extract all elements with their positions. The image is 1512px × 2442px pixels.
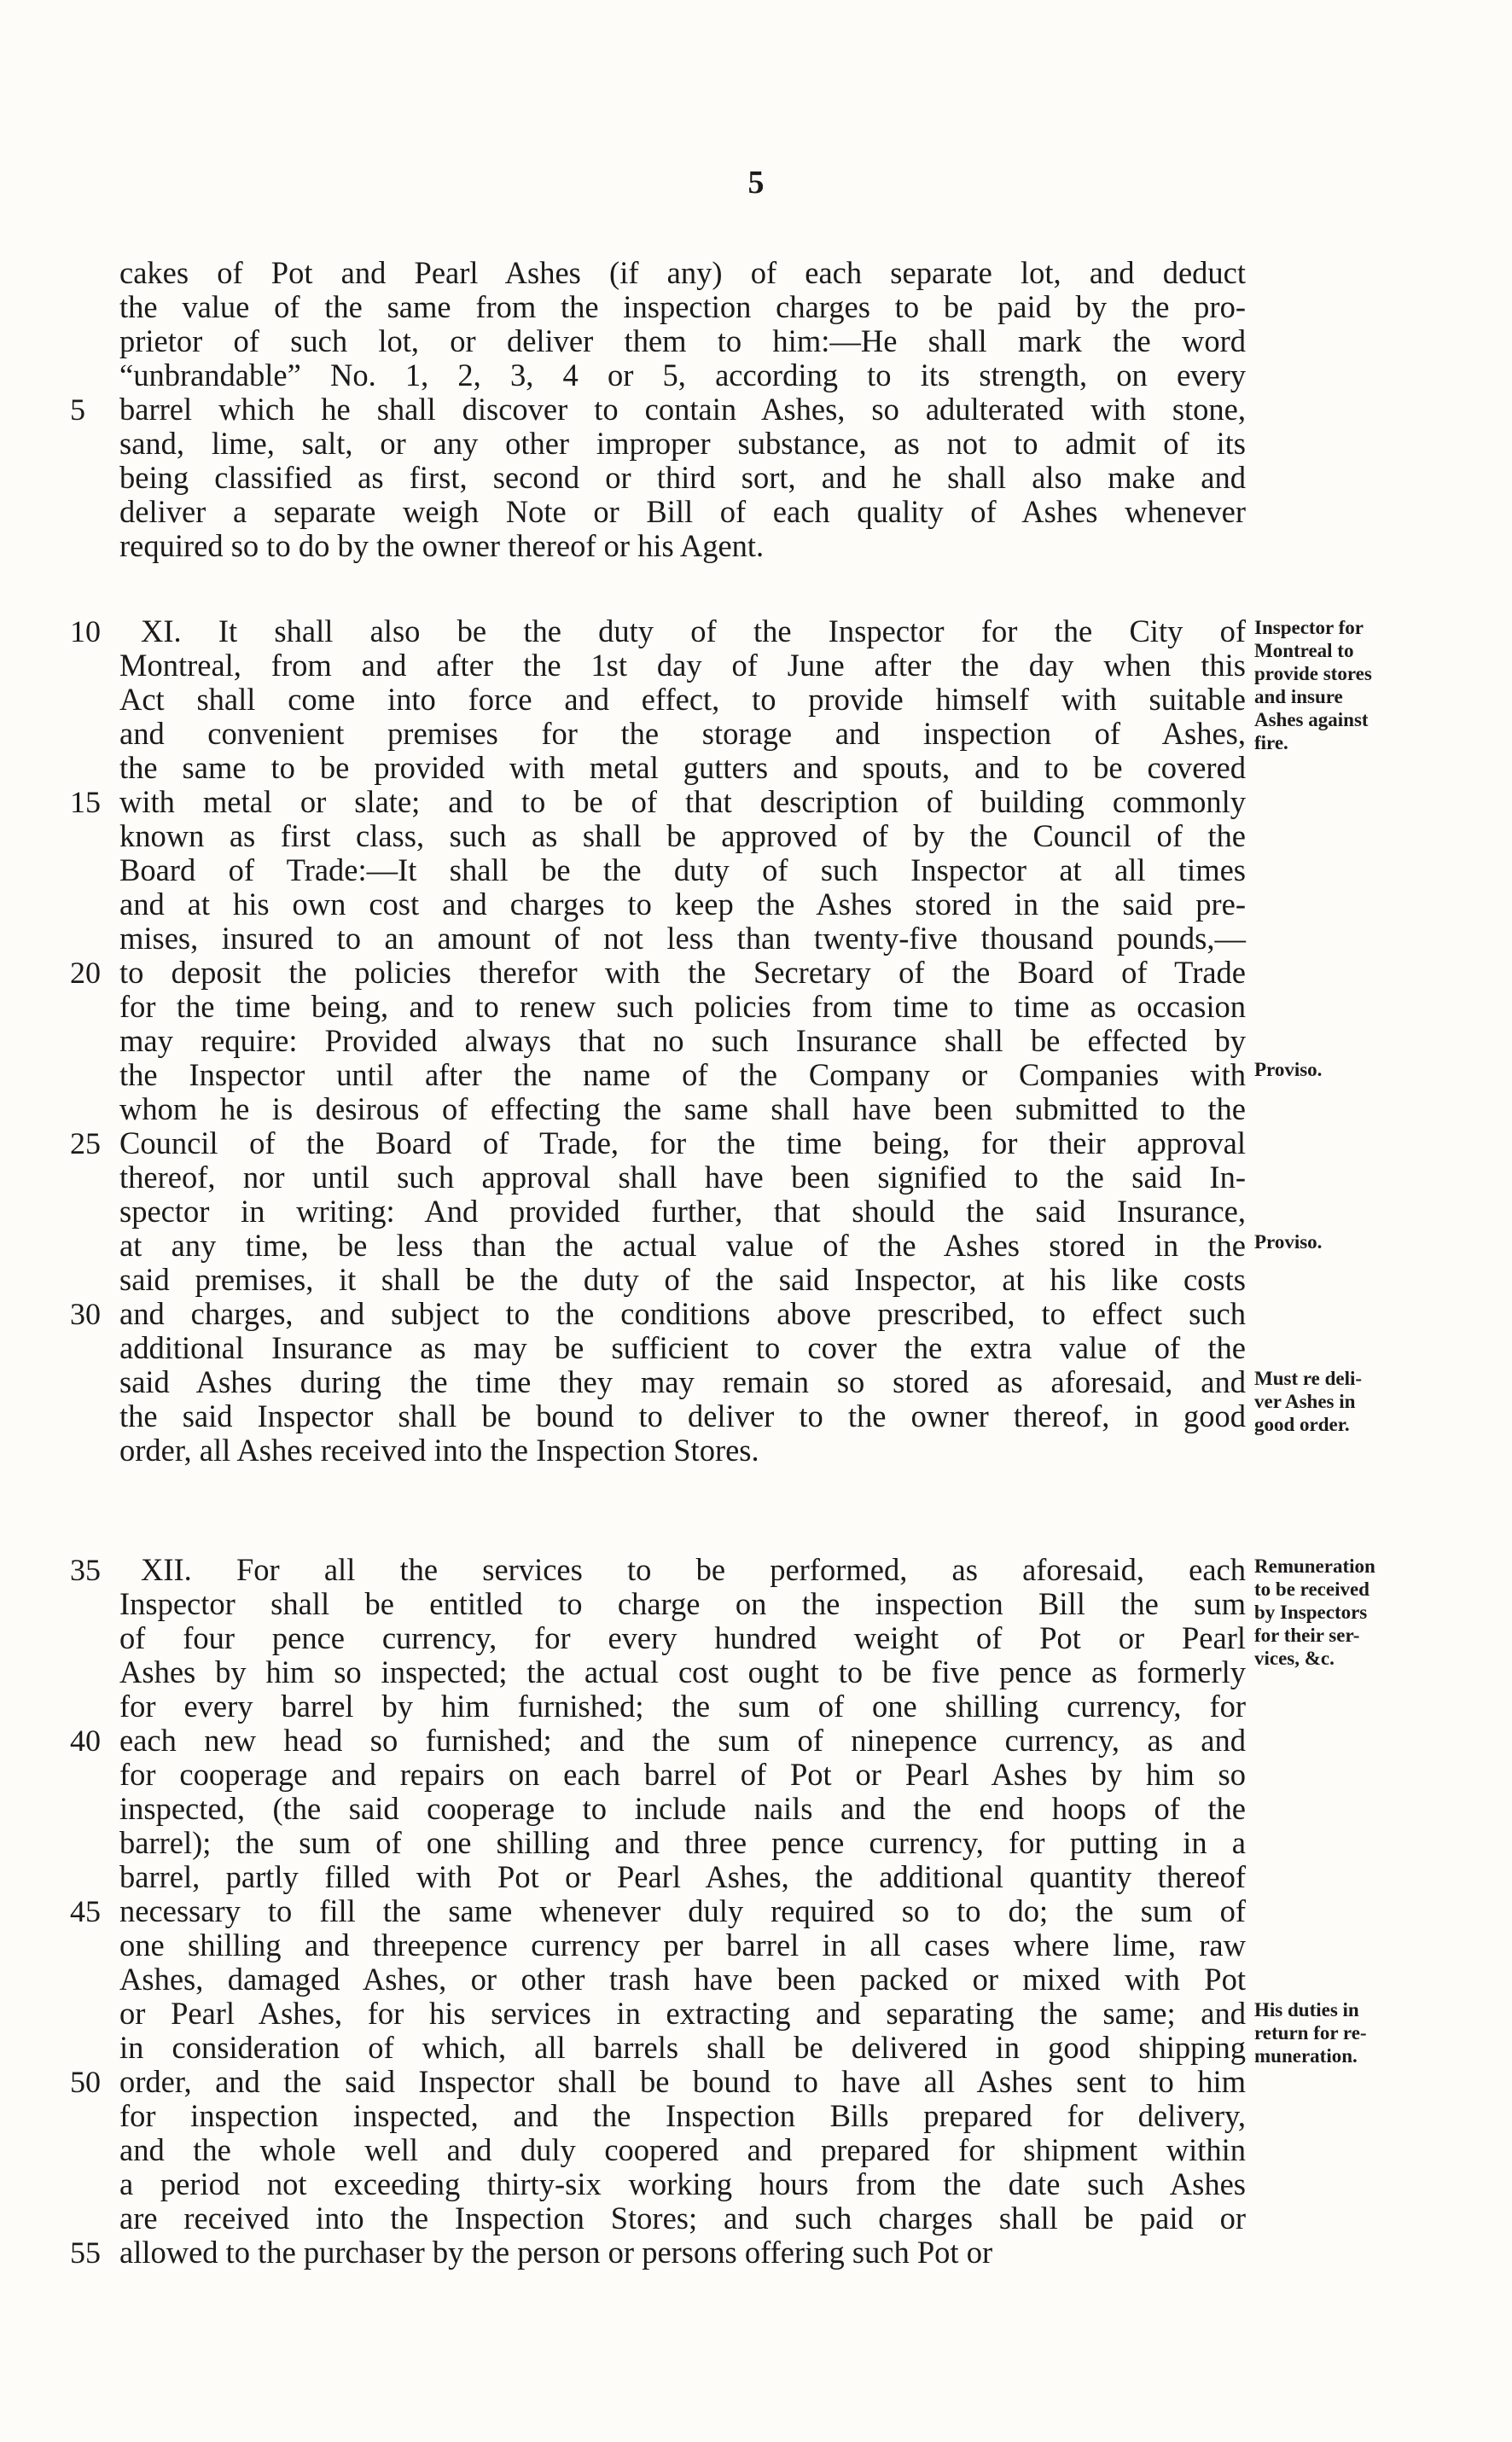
margin-note-must-redeliver: [1254, 1367, 1463, 1436]
text-line: known as first class, such as shall be approved of by the Council of the: [119, 818, 1246, 853]
text-line: the value of the same from the inspection charges to be paid by the pro-: [119, 289, 1246, 324]
margin-note-proviso-1: [1254, 1058, 1463, 1081]
text-line: Board of Trade:—It shall be the duty of such Inspector at all times: [119, 852, 1246, 887]
text-line: in consideration of which, all barrels shall be delivered in good shipping: [119, 2030, 1246, 2065]
margin-note-inspector-montreal: [1254, 616, 1463, 754]
margin-note-his-duties: [1254, 1998, 1463, 2067]
text-line: for the time being, and to renew such policies from time to time as occasion: [119, 989, 1246, 1024]
line-number: 20: [70, 956, 101, 990]
line-number: 40: [70, 1724, 101, 1758]
margin-note-line: provide stores: [1254, 663, 1372, 684]
text-line: barrel); the sum of one shilling and three pence currency, for putting in a: [119, 1825, 1246, 1860]
page-number: 5: [747, 165, 765, 201]
margin-note-line: Ashes against: [1254, 709, 1369, 730]
margin-note-remuneration: [1254, 1555, 1463, 1670]
line-number: 15: [70, 785, 101, 819]
text-line: may require: Provided always that no such Insurance shall be effected by: [119, 1023, 1246, 1058]
line-number: 30: [70, 1297, 101, 1331]
margin-note-line: good order.: [1254, 1414, 1350, 1435]
margin-note-line: by Inspectors: [1254, 1602, 1368, 1623]
text-line: thereof, nor until such approval shall have been signified to the said In-: [119, 1160, 1246, 1195]
text-line: said premises, it shall be the duty of the said Inspector, at his like costs: [119, 1262, 1246, 1297]
text-line: spector in writing: And provided further, that should the said Insurance,: [119, 1194, 1246, 1229]
text-line: Montreal, from and after the 1st day of June after the day when this: [119, 648, 1246, 683]
margin-note-line: vices, &c.: [1254, 1648, 1335, 1669]
line-number: 45: [70, 1894, 101, 1928]
line-number: 55: [70, 2236, 101, 2270]
text-line: the same to be provided with metal gutters and spouts, and to be covered: [119, 750, 1246, 785]
line-number: 50: [70, 2065, 101, 2099]
margin-note-line: His duties in: [1254, 1999, 1359, 2020]
text-line: at any time, be less than the actual value of the Ashes stored in the: [119, 1228, 1246, 1263]
text-line: and convenient premises for the storage and inspection of Ashes,: [119, 716, 1246, 751]
text-line: for cooperage and repairs on each barrel of Pot or Pearl Ashes by him so: [119, 1757, 1246, 1792]
margin-note-line: Montreal to: [1254, 640, 1354, 661]
line-number: 35: [70, 1553, 101, 1587]
text-line: Inspector shall be entitled to charge on the inspection Bill the sum: [119, 1586, 1246, 1621]
text-line: prietor of such lot, or deliver them to him:—He shall mark the word: [119, 323, 1246, 358]
margin-note-line: to be received: [1254, 1579, 1370, 1600]
text-line: or Pearl Ashes, for his services in extracting and separating the same; and: [119, 1996, 1246, 2031]
text-line: being classified as first, second or third sort, and he shall also make and: [119, 460, 1246, 495]
margin-note-line: fire.: [1254, 732, 1288, 753]
text-line: to deposit the policies therefor with the Secretary of the Board of Trade: [119, 955, 1246, 990]
text-line: order, all Ashes received into the Inspection Stores.: [119, 1433, 759, 1468]
margin-note-line: Must re deli-: [1254, 1368, 1363, 1389]
text-line: the said Inspector shall be bound to deliver to the owner thereof, in good: [119, 1398, 1246, 1433]
text-line: and at his own cost and charges to keep the Ashes stored in the said pre-: [119, 887, 1246, 922]
margin-note-line: Proviso.: [1254, 1231, 1323, 1253]
margin-note-line: Proviso.: [1254, 1059, 1323, 1080]
margin-note-line: for their ser-: [1254, 1625, 1360, 1646]
text-line: inspected, (the said cooperage to include nails and the end hoops of the: [119, 1791, 1246, 1826]
line-number: 10: [70, 614, 101, 648]
text-line: barrel, partly filled with Pot or Pearl Ashes, the additional quantity thereof: [119, 1859, 1246, 1894]
text-line: of four pence currency, for every hundred weight of Pot or Pearl: [119, 1620, 1246, 1655]
margin-note-line: Remuneration: [1254, 1555, 1375, 1577]
text-line: Ashes by him so inspected; the actual cost ought to be five pence as formerly: [119, 1654, 1246, 1689]
text-line: mises, insured to an amount of not less than twenty-five thousand pounds,—: [119, 921, 1246, 956]
text-line: order, and the said Inspector shall be bound to have all Ashes sent to him: [119, 2064, 1246, 2099]
text-line: XI. It shall also be the duty of the Inspector for the City of: [141, 613, 1246, 648]
margin-note-line: ver Ashes in: [1254, 1391, 1356, 1412]
text-line: XII. For all the services to be performed, as aforesaid, each: [141, 1552, 1246, 1587]
text-line: deliver a separate weigh Note or Bill of each quality of Ashes whenever: [119, 494, 1246, 529]
text-line: “unbrandable” No. 1, 2, 3, 4 or 5, according to its strength, on every: [119, 358, 1246, 392]
text-line: are received into the Inspection Stores; and such charges shall be paid or: [119, 2201, 1246, 2236]
text-line: allowed to the purchaser by the person or persons offering such Pot or: [119, 2235, 993, 2270]
line-number: 25: [70, 1126, 101, 1160]
text-line: and the whole well and duly coopered and prepared for shipment within: [119, 2132, 1246, 2167]
text-line: additional Insurance as may be sufficient to cover the extra value of the: [119, 1330, 1246, 1365]
margin-note-proviso-2: [1254, 1230, 1463, 1253]
text-line: necessary to fill the same whenever duly required so to do; the sum of: [119, 1893, 1246, 1928]
text-line: barrel which he shall discover to contain Ashes, so adulterated with stone,: [119, 392, 1246, 427]
text-line: Ashes, damaged Ashes, or other trash have been packed or mixed with Pot: [119, 1962, 1246, 1997]
text-line: Council of the Board of Trade, for the time being, for their approval: [119, 1125, 1246, 1160]
text-line: for inspection inspected, and the Inspection Bills prepared for delivery,: [119, 2098, 1246, 2133]
margin-note-line: and insure: [1254, 686, 1343, 707]
margin-note-line: Inspector for: [1254, 617, 1364, 638]
text-line: whom he is desirous of effecting the same shall have been submitted to the: [119, 1091, 1246, 1126]
text-line: sand, lime, salt, or any other improper substance, as not to admit of its: [119, 426, 1246, 461]
margin-note-line: muneration.: [1254, 2045, 1358, 2067]
text-line: each new head so furnished; and the sum of ninepence currency, as and: [119, 1723, 1246, 1758]
text-line: and charges, and subject to the conditions above prescribed, to effect such: [119, 1296, 1246, 1331]
text-line: the Inspector until after the name of the Company or Companies with: [119, 1057, 1246, 1092]
margin-note-line: return for re-: [1254, 2022, 1367, 2044]
text-line: said Ashes during the time they may remain so stored as aforesaid, and: [119, 1364, 1246, 1399]
text-line: one shilling and threepence currency per barrel in all cases where lime, raw: [119, 1927, 1246, 1962]
text-line: for every barrel by him furnished; the sum of one shilling currency, for: [119, 1689, 1246, 1724]
text-line: a period not exceeding thirty-six working hours from the date such Ashes: [119, 2166, 1246, 2201]
text-line: Act shall come into force and effect, to provide himself with suitable: [119, 682, 1246, 717]
line-number: 5: [70, 392, 85, 427]
text-line: required so to do by the owner thereof or his Agent.: [119, 528, 765, 563]
text-line: with metal or slate; and to be of that description of building commonly: [119, 784, 1246, 819]
text-line: cakes of Pot and Pearl Ashes (if any) of each separate lot, and deduct: [119, 255, 1246, 290]
